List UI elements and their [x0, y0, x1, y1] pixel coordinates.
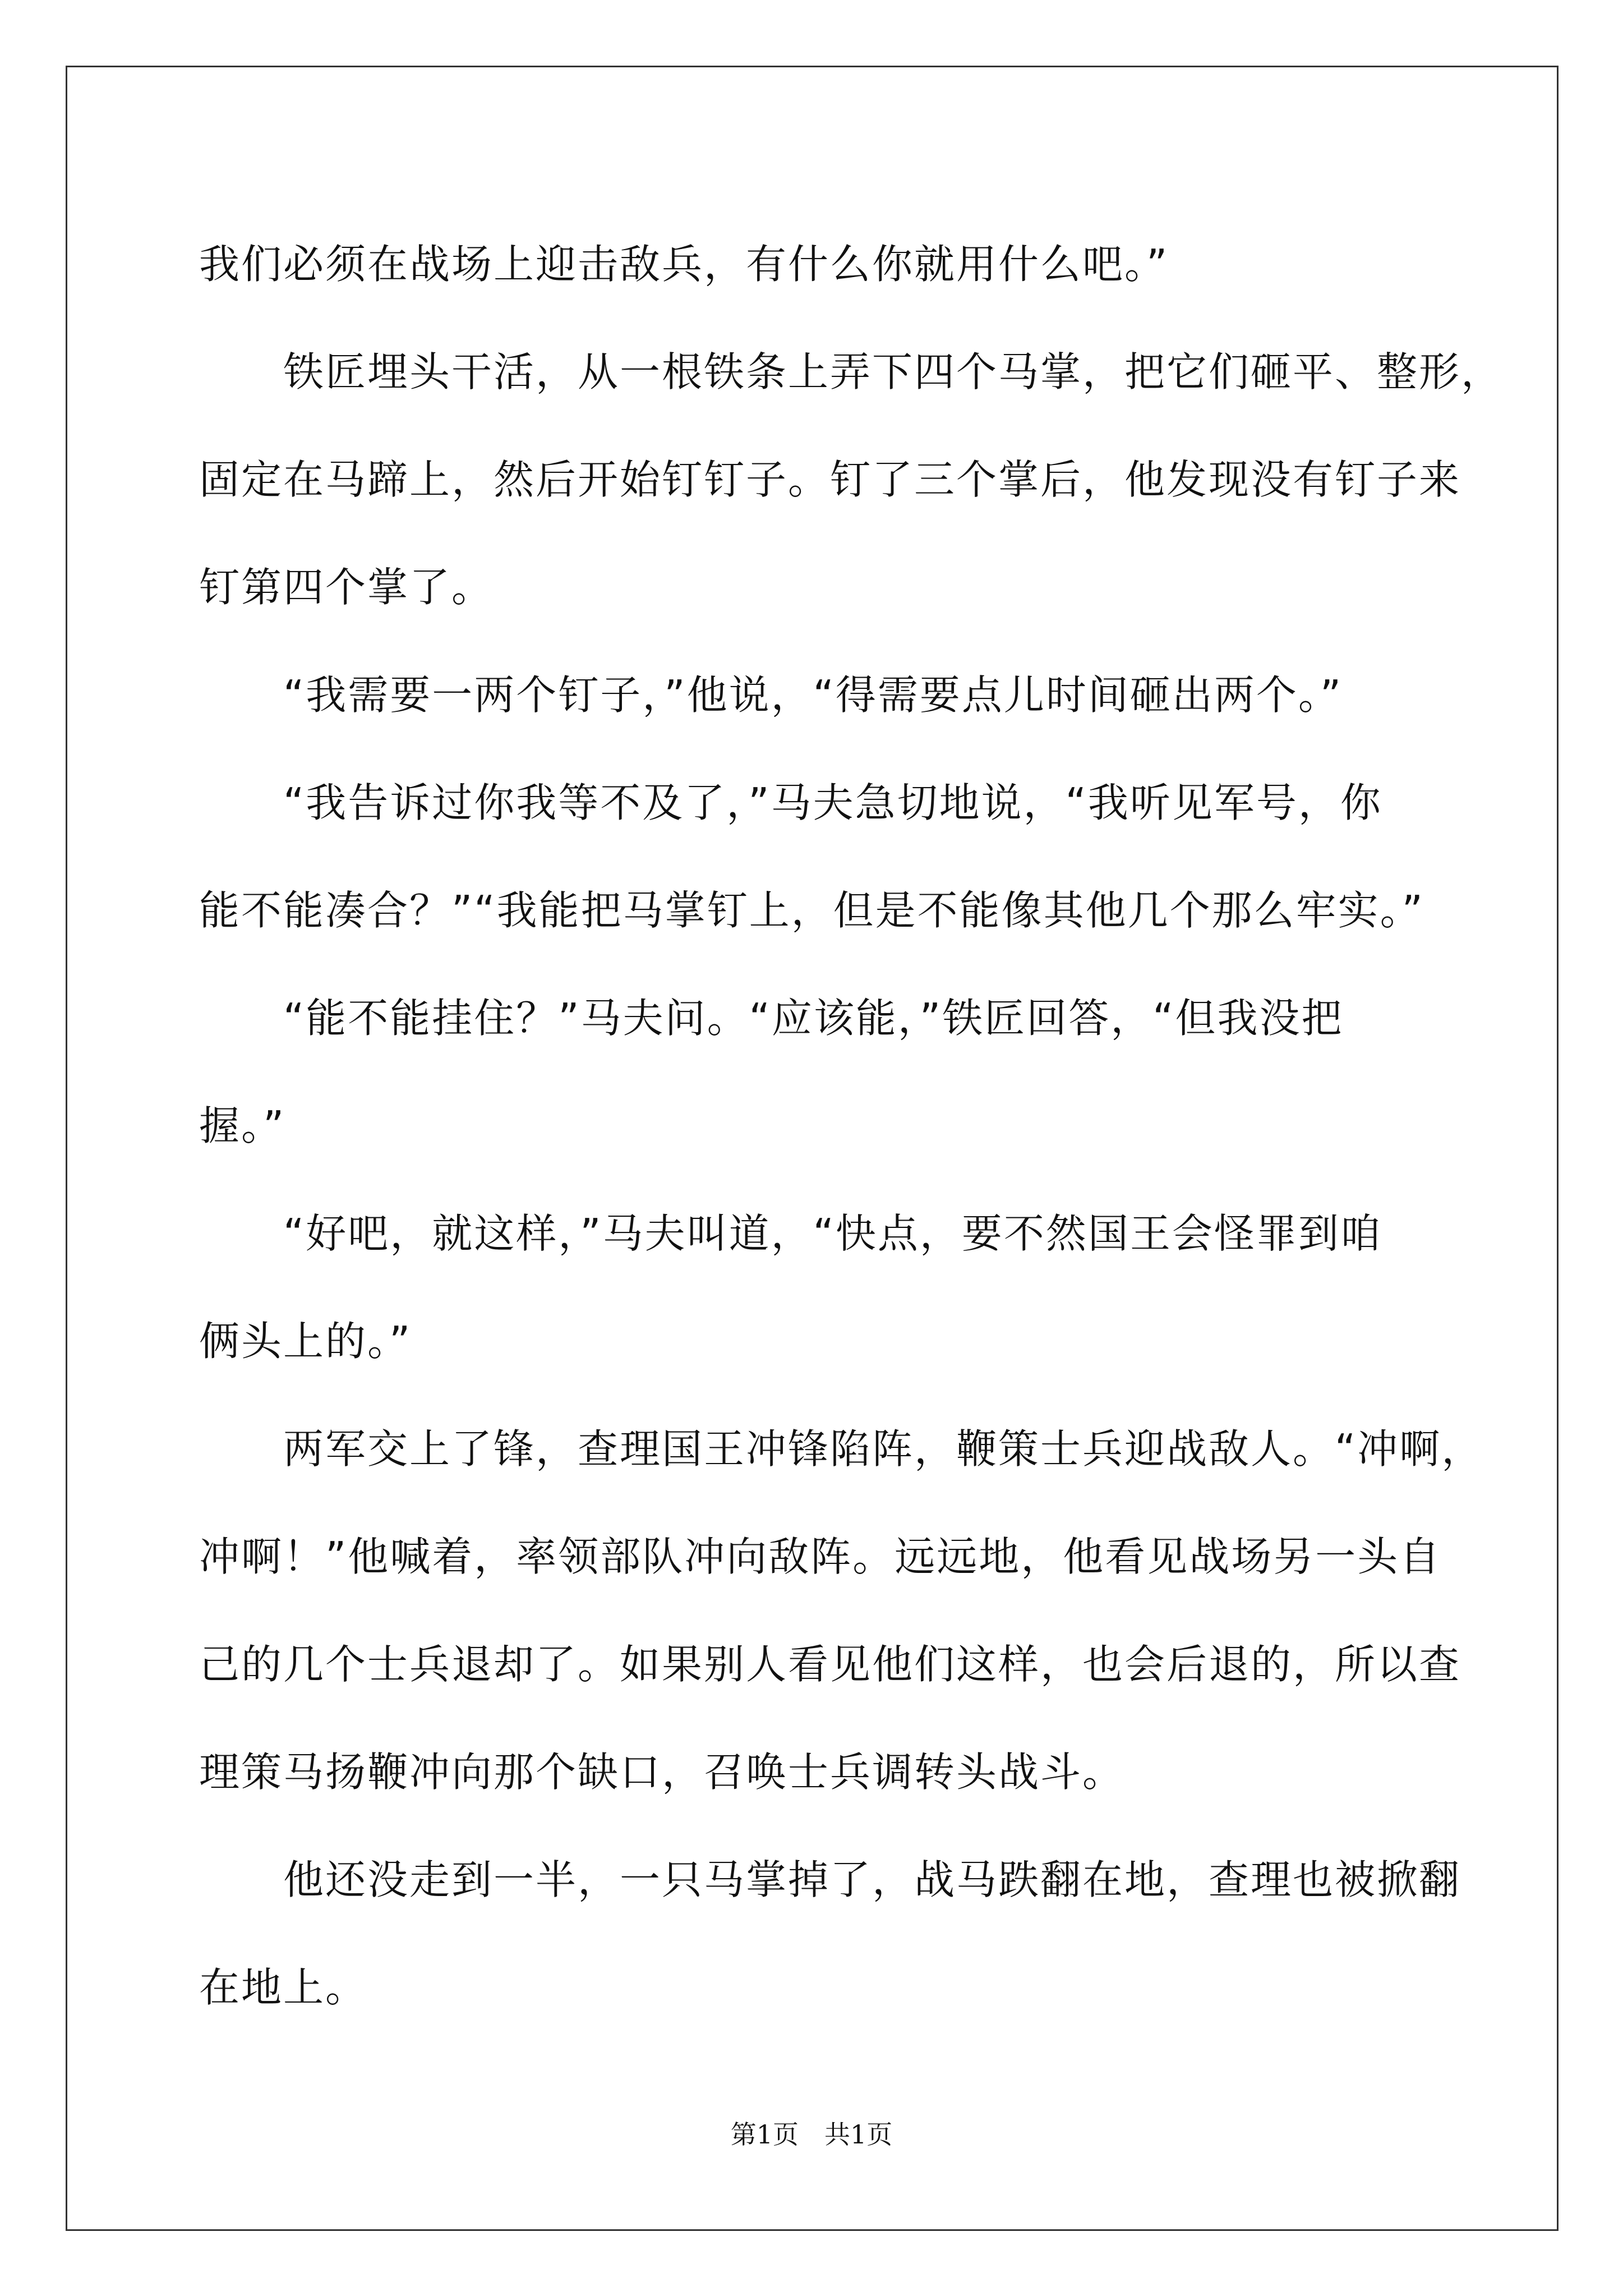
text-line: 他还没走到一半，一只马掌掉了，战马跌翻在地，查理也被掀翻 [199, 1856, 1461, 1903]
text-line: 我们必须在战场上迎击敌兵，有什么你就用什么吧。” [199, 241, 1169, 288]
text-line: 固定在马蹄上，然后开始钉钉子。钉了三个掌后，他发现没有钉子来 [199, 456, 1461, 503]
text-line: 在地上。 [199, 1964, 368, 2011]
text-line: “能不能挂住？”马夫问。“应该能，”铁匠回答，“但我没把 [199, 995, 1344, 1042]
document-body [199, 210, 1504, 2041]
text-line: “我需要一两个钉子，”他说，“得需要点儿时间砸出两个。” [199, 671, 1343, 719]
text-line: 冲啊！”他喊着，率领部队冲向敌阵。远远地，他看见战场另一头自 [199, 1533, 1442, 1580]
page-footer: 第1页 共1页 [730, 2119, 893, 2150]
text-line: 理策马扬鞭冲向那个缺口，召唤士兵调转头战斗。 [199, 1749, 1125, 1796]
text-line: 铁匠埋头干活，从一根铁条上弄下四个马掌，把它们砸平、整形， [199, 348, 1504, 395]
text-line: “好吧，就这样，”马夫叫道，“快点，要不然国王会怪罪到咱 [199, 1210, 1382, 1257]
text-line: 握。” [199, 1102, 286, 1149]
text-line: 两军交上了锋，查理国王冲锋陷阵，鞭策士兵迎战敌人。“冲啊， [199, 1425, 1484, 1473]
text-line: 己的几个士兵退却了。如果别人看见他们这样，也会后退的，所以查 [199, 1641, 1461, 1688]
text-line: 能不能凑合？”“我能把马掌钉上，但是不能像其他几个那么牢实。” [199, 887, 1424, 934]
text-line: “我告诉过你我等不及了，”马夫急切地说，“我听见军号，你 [199, 779, 1382, 826]
text-line: 俩头上的。” [199, 1318, 412, 1365]
text-line: 钉第四个掌了。 [199, 564, 494, 611]
